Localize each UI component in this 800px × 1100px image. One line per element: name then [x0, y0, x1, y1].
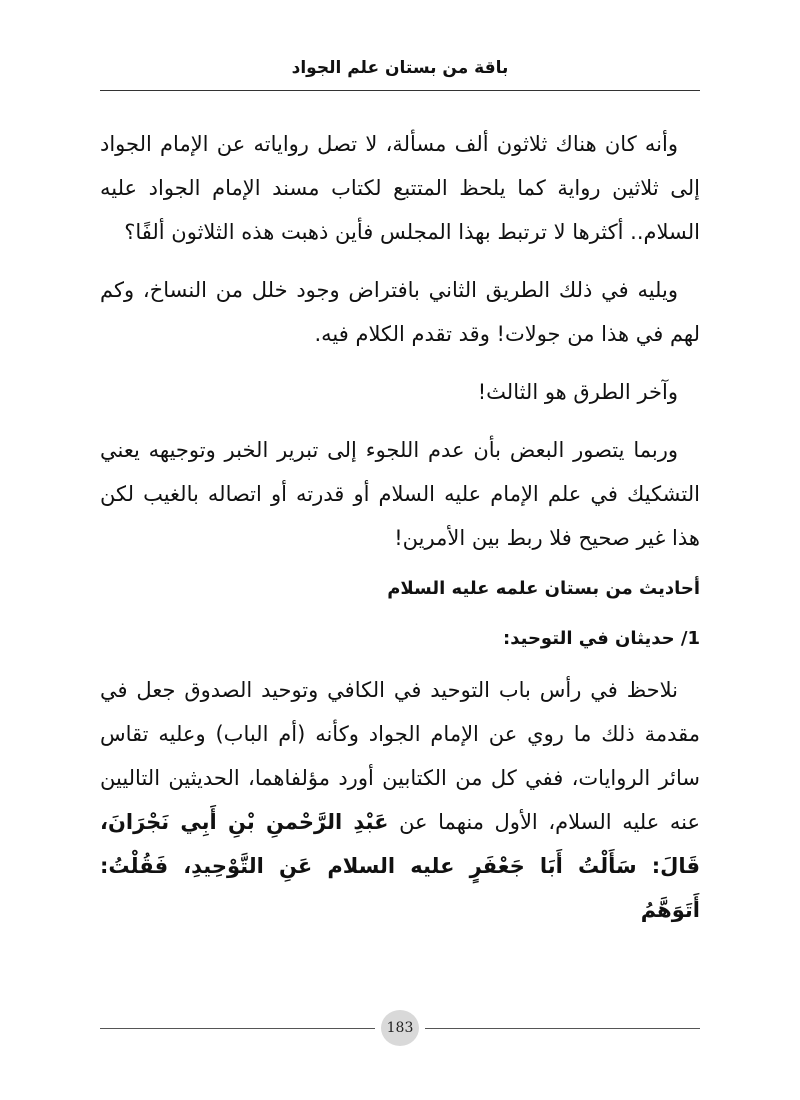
- body-paragraph-4: وربما يتصور البعض بأن عدم اللجوء إلى تبرير الخبر وتوجيهه يعني التشكيك في علم الإمام عليه السلام أو قدرته أو اتصاله بالغيب لكن هذا غير صحيح فلا ربط بين الأمرين!: [100, 438, 700, 550]
- paragraph-5-text: نلاحظ في رأس باب التوحيد في الكافي وتوحيد الصدوق جعل في مقدمة ذلك ما روي عن الإمام الجواد وكأنه (أم الباب) وعليه تقاس سائر الروايات، ففي كل من الكتابين أورد مؤلفاهما، الحديثين التاليين عنه عليه السلام، الأول منهما عن: [100, 678, 700, 834]
- page-body: [100, 122, 700, 946]
- sub-heading: 1/ حديثان في التوحيد:: [503, 628, 700, 649]
- section-heading: أحاديث من بستان علمه عليه السلام: [387, 578, 700, 599]
- page-number-badge: 183: [381, 1010, 419, 1046]
- body-paragraph-2: ويليه في ذلك الطريق الثاني بافتراض وجود خلل من النساخ، وكم لهم في هذا من جولات! وقد تقدم الكلام فيه.: [100, 278, 700, 346]
- header-divider: [100, 90, 700, 91]
- page-footer: [100, 1008, 700, 1048]
- running-header-title: باقة من بستان علم الجواد: [291, 58, 509, 78]
- footer-rule-right: [425, 1028, 700, 1029]
- body-paragraph-3: وآخر الطرق هو الثالث!: [477, 380, 678, 404]
- body-paragraph-5: [100, 668, 700, 932]
- footer-rule-left: [100, 1028, 375, 1029]
- hadith-quote: عَبْدِ الرَّحْمنِ بْنِ أَبِي نَجْرَانَ، قَالَ: سَأَلْتُ أَبَا جَعْفَرٍ عليه السلام عَنِ التَّوْحِيدِ، فَقُلْتُ: أَتَوَهَّمُ: [100, 810, 700, 922]
- body-paragraph-1: وأنه كان هناك ثلاثون ألف مسألة، لا تصل رواياته عن الإمام الجواد إلى ثلاثين رواية كما يلحظ المتتبع لكتاب مسند الإمام الجواد عليه السلام.. أكثرها لا ترتبط بهذا المجلس فأين ذهبت هذه الثلاثون ألفًا؟: [100, 132, 700, 244]
